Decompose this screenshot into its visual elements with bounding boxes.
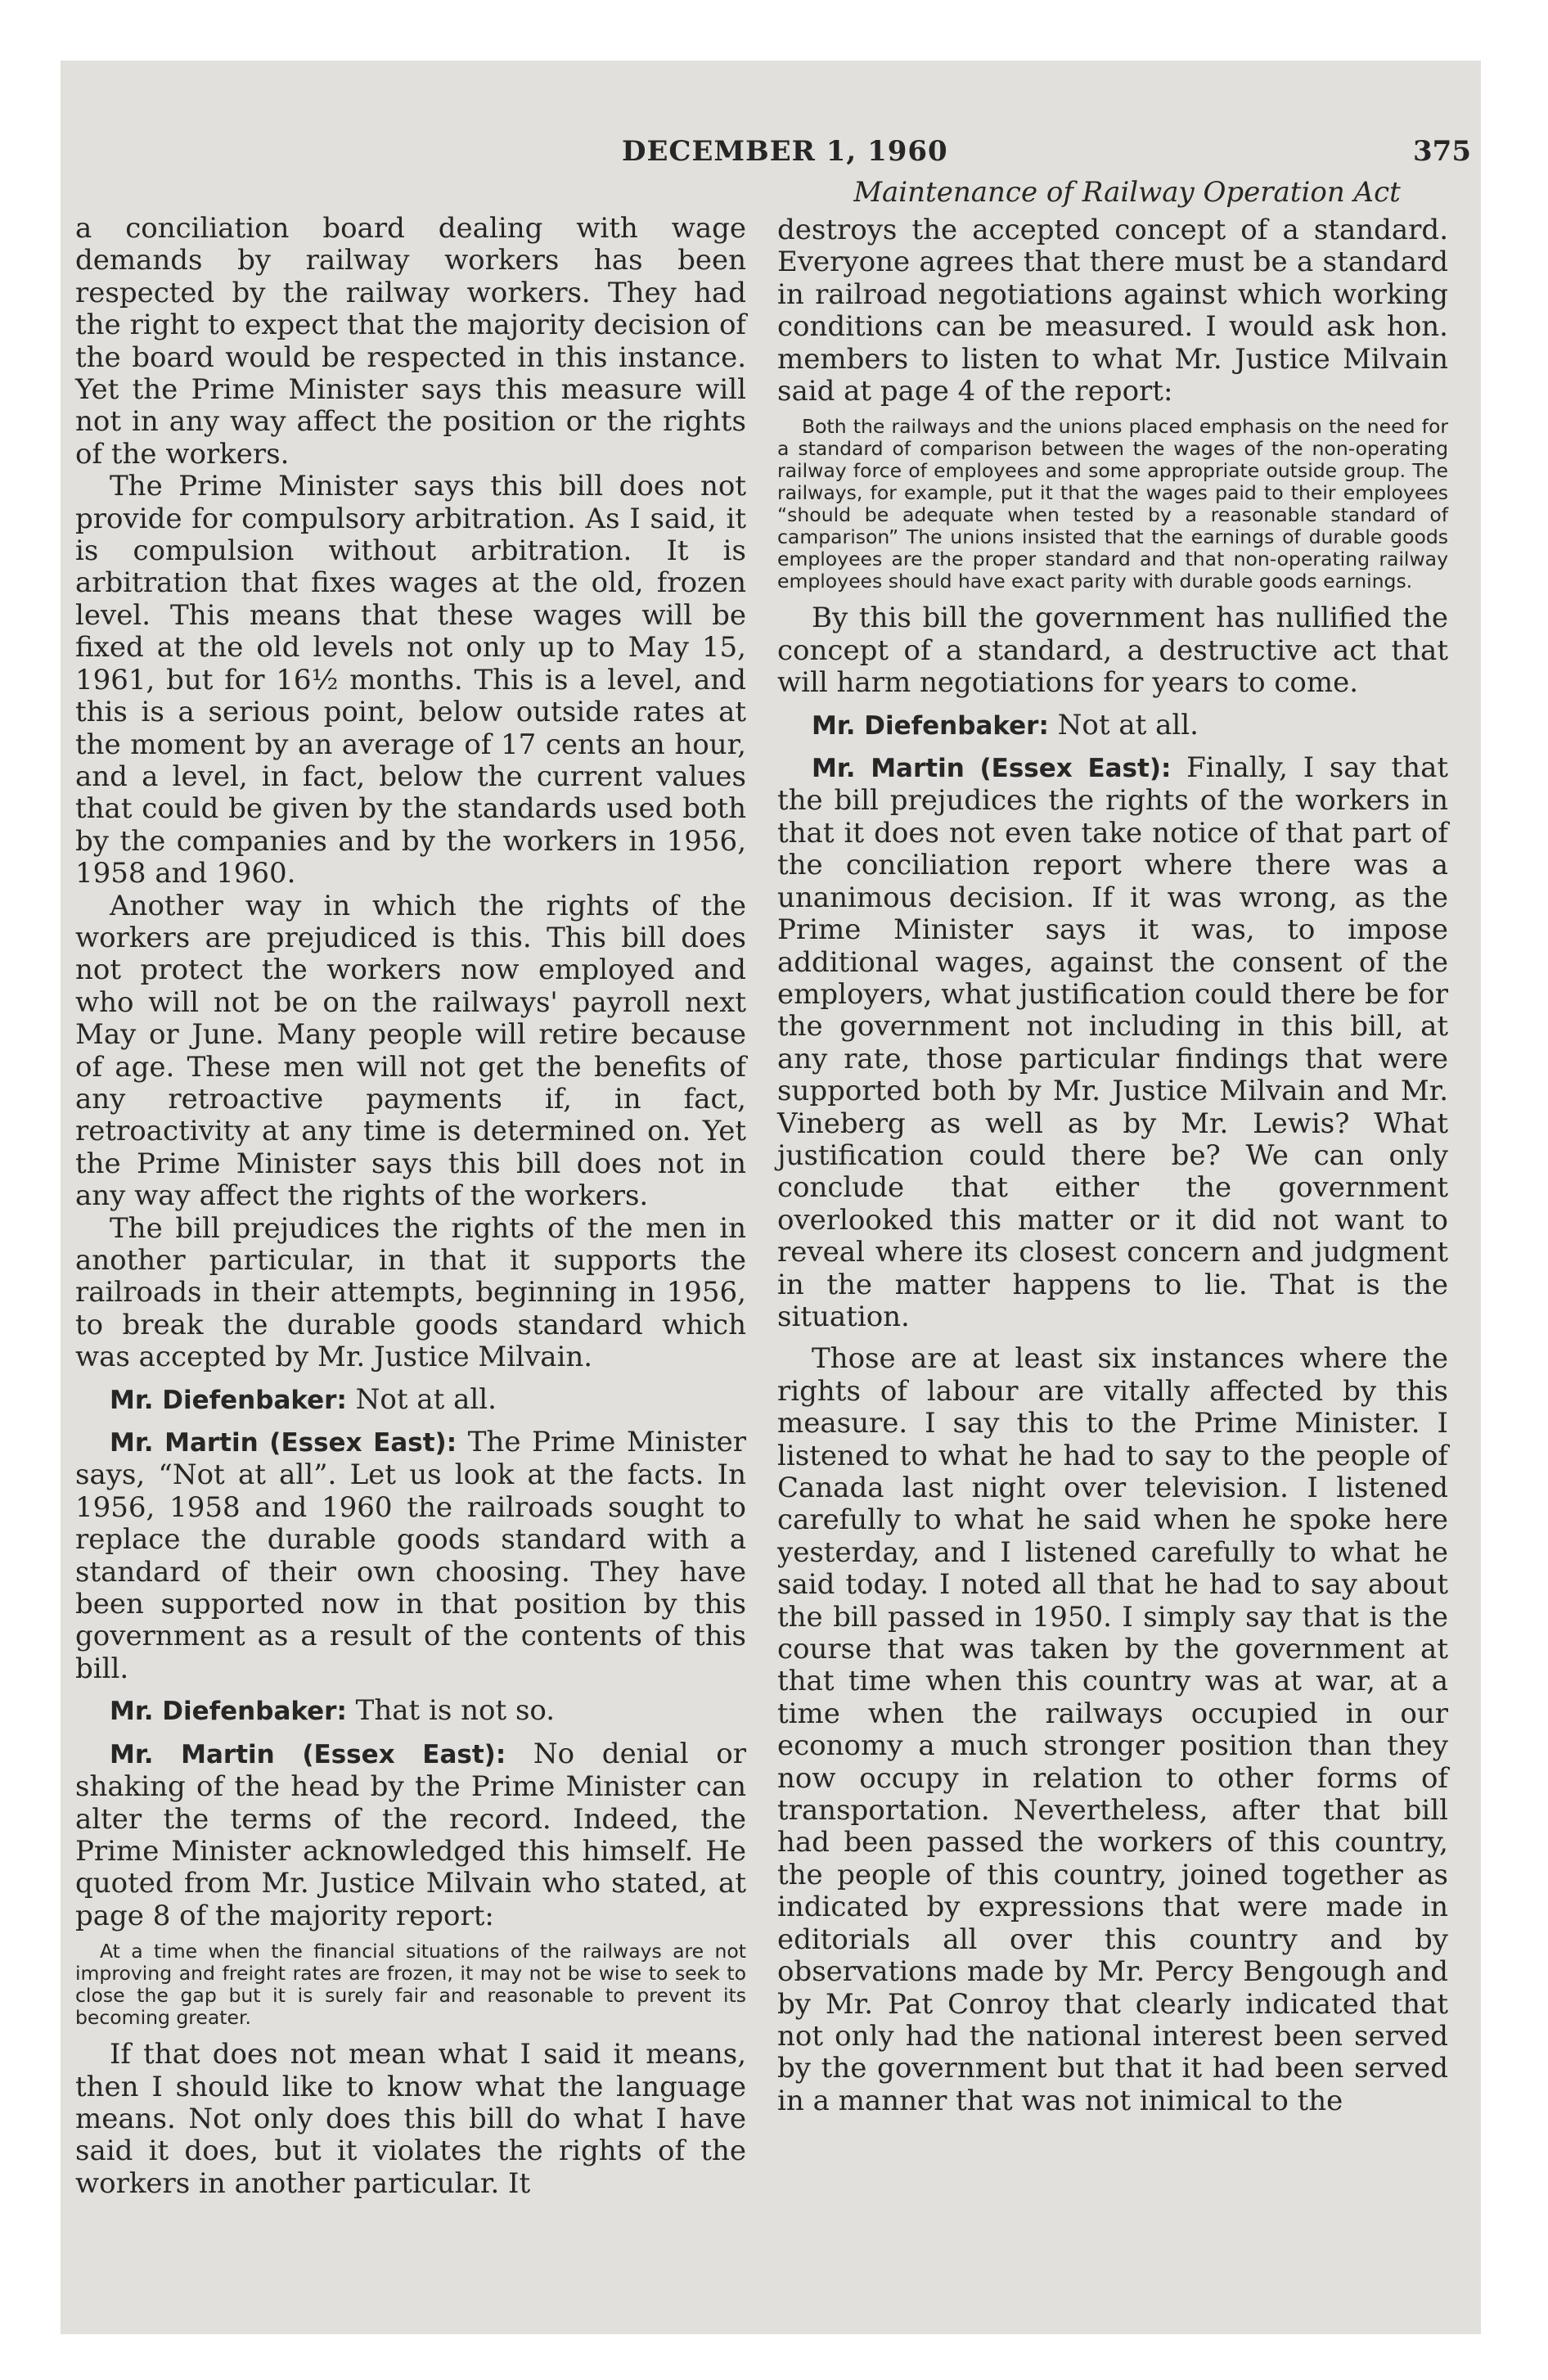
paragraph: If that does not mean what I said it means, then I should like to know what the language means. Not only does this bill do what I have said it does, but it violates the rights of the workers in another particular. It <box>75 2038 746 2200</box>
speech <box>75 1427 746 1685</box>
paragraph: a conciliation board dealing with wage demands by railway workers has been respected by the railway workers. They had the right to expect that the majority decision of the board would be respected in this instance. Yet the Prime Minister says this measure will not in any way affect the position or the rights of the workers. <box>75 212 746 471</box>
block-quote: Both the railways and the unions placed emphasis on the need for a standard of comparison between the wages of the non-operating railway force of employees and some appropriate outside group. The railways, for example, put it that the wages paid to their employees “should be adequate when tested by a reasonable standard of camparison” The unions insisted that the earnings of durable goods employees are the proper standard and that non-operating railway employees should have exact parity with durable goods earnings. <box>777 415 1448 593</box>
speech-text: The Prime Minister says, “Not at all”. Let us look at the facts. In 1956, 1958 and 1960 the railroads sought to replace the durable goods standard with a standard of their own choosing. They have been supported now in that position by this government as a result of the contents of this bill. <box>75 1426 746 1685</box>
speech-text: Finally, I say that the bill prejudices the rights of the workers in that it does not even take notice of that part of the conciliation report where there was a unanimous decision. If it was wrong, as the Prime Minister says it was, to impose additional wages, against the consent of the employers, what justification could there be for the government not including in this bill, at any rate, those particular findings that were supported both by Mr. Justice Milvain and Mr. Vineberg as well as by Mr. Lewis? What justification could there be? We can only conclude that either the government overlooked this matter or it did not want to reveal where its closest concern and judgment in the matter happens to lie. That is the situation. <box>777 751 1449 1333</box>
speaker-name: Mr. Diefenbaker: <box>110 1385 347 1415</box>
speech <box>75 1738 746 1932</box>
paragraph: By this bill the government has nullified the concept of a standard, a destructive act that will harm negotiations for years to come. <box>777 602 1448 700</box>
paragraph: The Prime Minister says this bill does not provide for compulsory arbitration. As I said, it is compulsion without arbitration. It is arbitration that fixes wages at the old, frozen level. This means that these wages will be fixed at the old levels not only up to May 15, 1961, but for 16½ months. This is a level, and this is a serious point, below outside rates at the moment by an average of 17 cents an hour, and a level, in fact, below the current values that could be given by the standards used both by the companies and by the workers in 1956, 1958 and 1960. <box>75 470 746 890</box>
paragraph: destroys the accepted concept of a standard. Everyone agrees that there must be a standard in railroad negotiations against which working conditions can be measured. I would ask hon. members to listen to what Mr. Justice Milvain said at page 4 of the report: <box>777 214 1448 408</box>
speech <box>777 752 1448 1333</box>
speech <box>75 1384 746 1417</box>
speech <box>75 1695 746 1728</box>
speaker-name: Mr. Diefenbaker: <box>812 710 1049 741</box>
speech-text: Not at all. <box>346 1382 497 1416</box>
right-column <box>777 214 1448 2117</box>
speaker-name: Mr. Martin (Essex East): <box>812 754 1172 784</box>
speech-text: That is not so. <box>346 1694 556 1728</box>
paragraph: The bill prejudices the rights of the men in another particular, in that it supports the railroads in their attempts, beginning in 1956, to break the durable goods standard which was accepted by Mr. Justice Milvain. <box>75 1211 746 1374</box>
speech-text: Not at all. <box>1048 708 1199 741</box>
speaker-name: Mr. Martin (Essex East): <box>110 1739 506 1769</box>
block-quote: At a time when the financial situations of the railways are not improving and freight rates are frozen, it may not be wise to seek to close the gap but it is surely fair and reasonable to prevent its becoming greater. <box>75 1940 746 2030</box>
page-number: 375 <box>1413 135 1471 168</box>
running-head: Maintenance of Railway Operation Act <box>853 176 1401 209</box>
left-column <box>75 213 746 2200</box>
speech-text: No denial or shaking of the head by the Prime Minister can alter the terms of the record. Indeed, the Prime Minister acknowledged this himself. He quoted from Mr. Justice Milvain who stated, at page 8 of the majority report: <box>75 1737 746 1932</box>
paragraph: Those are at least six instances where the rights of labour are vitally affected by this measure. I say this to the Prime Minister. I listened to what he had to say to the people of Canada last night over television. I listened carefully to what he said when he spoke here yesterday, and I listened carefully to what he said today. I noted all that he had to say about the bill passed in 1950. I simply say that is the course that was taken by the government at that time when this country was at war, at a time when the railways occupied in our economy a much stronger position than they now occupy in relation to other forms of transportation. Nevertheless, after that bill had been passed the workers of this country, the people of this country, joined together as indicated by expressions that were made in editorials all over this country and by observations made by Mr. Percy Bengough and by Mr. Pat Conroy that clearly indicated that not only had the national interest been served by the government but that it had been served in a manner that was not inimical to the <box>777 1342 1448 2117</box>
page-header-date: DECEMBER 1, 1960 <box>622 135 948 168</box>
speaker-name: Mr. Diefenbaker: <box>110 1697 347 1727</box>
speech <box>777 710 1448 742</box>
speaker-name: Mr. Martin (Essex East): <box>110 1428 457 1458</box>
paragraph: Another way in which the rights of the workers are prejudiced is this. This bill does not protect the workers now employed and who will not be on the railways' payroll next May or June. Many people will retire because of age. These men will not get the benefits of any retroactive payments if, in fact, retroactivity at any time is determined on. Yet the Prime Minister says this bill does not in any way affect the rights of the workers. <box>75 889 746 1213</box>
